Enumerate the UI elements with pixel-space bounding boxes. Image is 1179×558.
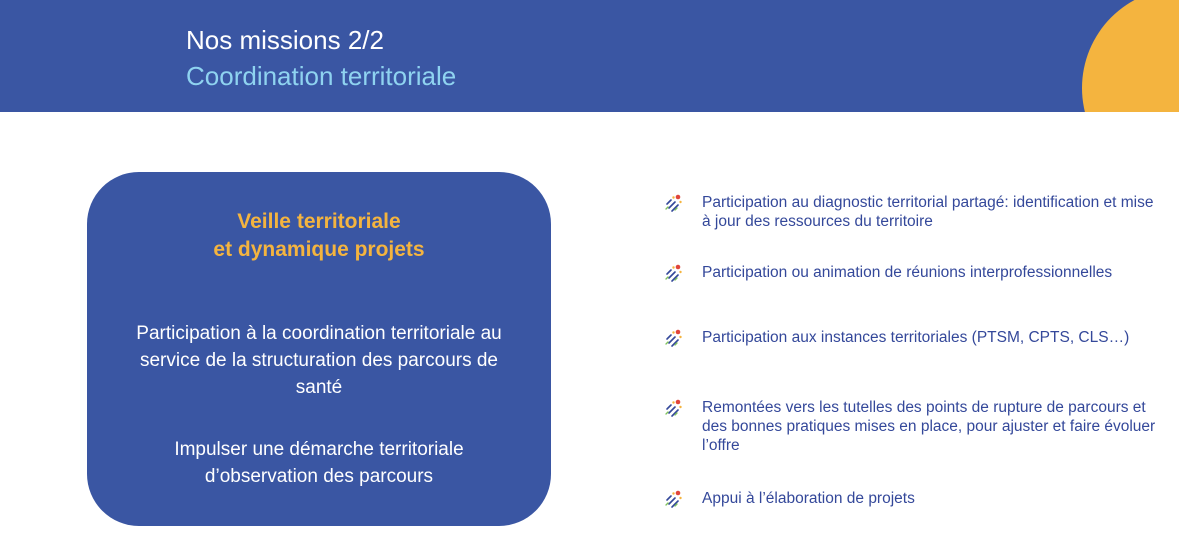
card-paragraph-observation: Impulser une démarche territoriale d’observation des parcours xyxy=(174,439,464,487)
sparkle-icon xyxy=(664,398,684,418)
veille-card xyxy=(87,172,551,526)
mission-text: Participation au diagnostic territorial partagé: identification et mise à jour des ressources du territoire xyxy=(702,194,1154,230)
mission-text: Appui à l’élaboration de projets xyxy=(702,490,915,507)
page-title: Nos missions 2/2 xyxy=(186,25,384,55)
sparkle-icon xyxy=(664,489,684,509)
mission-text: Remontées vers les tutelles des points de rupture de parcours et des bonnes pratiques mises en place, pour ajuster et faire évoluer l’offre xyxy=(702,399,1156,454)
card-paragraph-coordination: Participation à la coordination territoriale au service de la structuration des parcours de santé xyxy=(136,323,502,398)
sparkle-icon xyxy=(664,263,684,283)
mission-text: Participation aux instances territoriales (PTSM, CPTS, CLS…) xyxy=(702,329,1130,346)
card-heading-line1: Veille territoriale xyxy=(237,210,401,233)
card-heading xyxy=(87,208,551,264)
sparkle-icon xyxy=(664,193,684,213)
page-subtitle: Coordination territoriale xyxy=(186,61,457,91)
card-heading-line2: et dynamique projets xyxy=(213,238,425,261)
decorative-circle xyxy=(1082,0,1179,112)
header-banner xyxy=(0,0,1179,112)
sparkle-icon xyxy=(664,328,684,348)
mission-text: Participation ou animation de réunions interprofessionnelles xyxy=(702,264,1113,281)
